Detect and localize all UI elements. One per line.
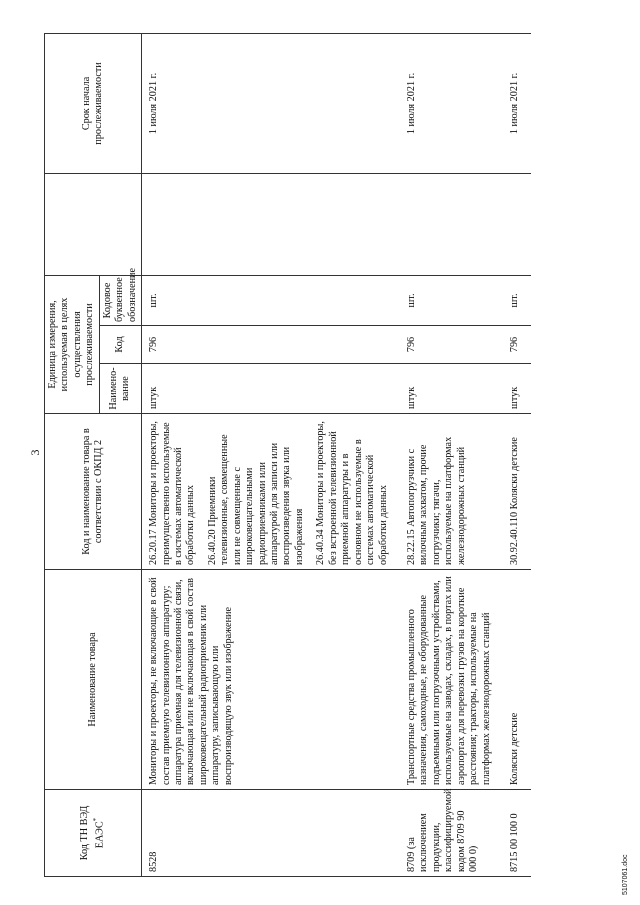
header-code: Код ТН ВЭД ЕАЭС* — [45, 790, 142, 877]
cell-date: 1 июля 2021 г. — [503, 33, 531, 173]
traceability-table — [44, 33, 531, 877]
table-row — [503, 33, 531, 876]
cell-empty — [142, 173, 400, 275]
cell-unit-name: штук — [400, 364, 503, 414]
header-date: Срок начала прослеживаемости — [45, 33, 142, 173]
cell-unit-name: штук — [142, 364, 400, 414]
cell-date: 1 июля 2021 г. — [400, 33, 503, 173]
cell-name: Коляски детские — [503, 570, 531, 790]
cell-code: 8528 — [142, 790, 400, 877]
cell-unit-letter: шт. — [142, 275, 400, 325]
cell-okpd — [400, 414, 503, 570]
header-unit-group: Единица измерения, используемая в целях осуществления прослеживаемости — [45, 275, 100, 413]
header-unit-code: Код — [99, 326, 141, 364]
file-name: 5107061.doc — [622, 854, 629, 895]
header-unit-name: Наимено-вание — [99, 364, 141, 414]
okpd-entry: 26.40.34 Мониторы и проекторы, без встроенной телевизионной приемной аппаратуры и в основном не используемые в системах автоматической обработки данных — [315, 421, 389, 565]
table-row — [400, 33, 503, 876]
header-empty — [45, 173, 142, 275]
header-okpd: Код и наименование товара в соответствии с ОКПД 2 — [45, 414, 142, 570]
cell-unit-letter: шт. — [503, 275, 531, 325]
okpd-entry: 26.40.20 Приемники телевизионные, совмещенные или не совмещенные с широковещательными радиоприемниками или аппаратурой для записи или воспроизведения звука или изображения — [206, 434, 305, 565]
okpd-entry: 26.20.17 Мониторы и проекторы, преимущественно используемые в системах автоматической обработки данных — [148, 421, 197, 565]
header-unit-letter: Кодовое буквенное обозначение — [99, 275, 141, 325]
cell-unit-letter: шт. — [400, 275, 503, 325]
cell-okpd — [503, 414, 531, 570]
table-row — [142, 33, 400, 876]
okpd-entry: 28.22.15 Автопогрузчики с вилочным захватом, прочие погрузчики; тягачи, используемые на платформах железнодорожных станций — [405, 436, 467, 565]
cell-unit-code: 796 — [400, 326, 503, 364]
cell-empty — [503, 173, 531, 275]
cell-okpd — [142, 414, 400, 570]
cell-code: 8709 (за исключением продукции, классифицируемой кодом 8709 90 000 0) — [400, 790, 503, 877]
cell-empty — [400, 173, 503, 275]
cell-name: Транспортные средства промышленного назначения, самоходные, не оборудованные подъемными или погрузочными устройствами, используемые на заводах, складах, в портах или аэропортах для перевозки грузов на короткие расстояния; тракторы, используемые на платформах железнодорожных станций — [400, 570, 503, 790]
header-name: Наименование товара — [45, 570, 142, 790]
okpd-entry: 30.92.40.110 Коляски детские — [509, 437, 520, 565]
cell-unit-code: 796 — [503, 326, 531, 364]
page-number: 3 — [28, 449, 42, 456]
cell-name: Мониторы и проекторы, не включающие в свой состав приемную телевизионную аппаратуру; аппаратура приемная для телевизионной связи, включающая или не включающая в свой состав широковещательный радиоприемник или аппаратуру, записывающую или воспроизводящую звук или изображение — [142, 570, 400, 790]
cell-unit-name: штук — [503, 364, 531, 414]
cell-unit-code: 796 — [142, 326, 400, 364]
cell-date: 1 июля 2021 г. — [142, 33, 400, 173]
cell-code: 8715 00 100 0 — [503, 790, 531, 877]
